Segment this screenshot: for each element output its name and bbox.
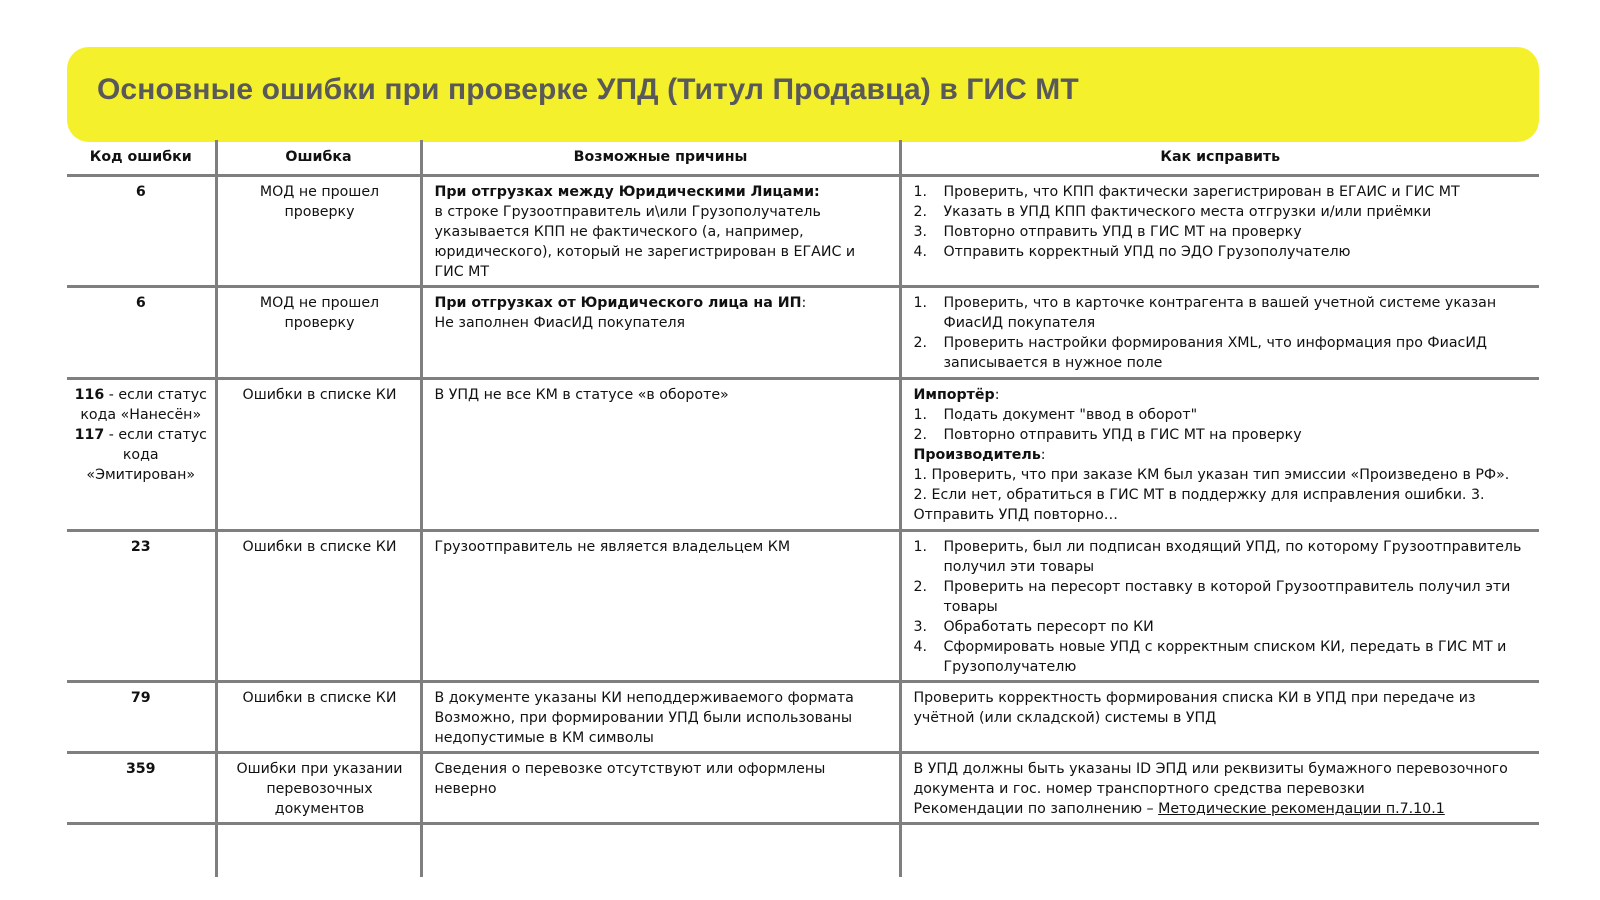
- error-code: 359: [67, 753, 216, 824]
- fix-steps: [900, 287, 1539, 379]
- list-item: 1. Подать документ "ввод в оборот": [913, 407, 1198, 423]
- list-item: 3. Повторно отправить УПД в ГИС МТ на проверку: [913, 224, 1302, 240]
- cause-heading: При отгрузках между Юридическими Лицами:: [434, 184, 820, 200]
- error-name: МОД не прошел проверку: [216, 287, 421, 379]
- method-recommendations-link[interactable]: Методические рекомендации п.7.10.1: [1158, 801, 1445, 817]
- header-fix: Как исправить: [900, 140, 1539, 176]
- fix-steps: [900, 176, 1539, 287]
- table-row: [67, 682, 1539, 753]
- list-item: 1. Проверить, был ли подписан входящий УПД, по которому Грузоотправитель получил эти товары: [913, 539, 1522, 575]
- error-code: 6: [67, 287, 216, 379]
- table-row: [67, 531, 1539, 682]
- cause-heading: При отгрузках от Юридического лица на ИП: [434, 295, 802, 311]
- list-item: 3. Обработать пересорт по КИ: [913, 619, 1154, 635]
- error-name: МОД не прошел проверку: [216, 176, 421, 287]
- error-code: 116 - если статус кода «Нанесён» 117 - если статус кода «Эмитирован»: [67, 379, 216, 531]
- error-causes: [421, 176, 900, 287]
- error-code: 79: [67, 682, 216, 753]
- header-error: Ошибка: [216, 140, 421, 176]
- empty-row: [67, 824, 1539, 878]
- table-row: [67, 753, 1539, 824]
- error-name: Ошибки в списке КИ: [216, 682, 421, 753]
- fix-text: В УПД должны быть указаны ID ЭПД или реквизиты бумажного перевозочного документа и гос. номер транспортного средства перевозки Рекомендации по заполнению – Методические рекомендации п.7.10.1: [900, 753, 1539, 824]
- error-causes: Сведения о перевозке отсутствуют или оформлены неверно: [421, 753, 900, 824]
- title-banner: [67, 47, 1539, 142]
- error-code: 6: [67, 176, 216, 287]
- table-row: [67, 379, 1539, 531]
- error-code: 23: [67, 531, 216, 682]
- header-code: Код ошибки: [67, 140, 216, 176]
- table-row: [67, 287, 1539, 379]
- error-name: Ошибки в списке КИ: [216, 531, 421, 682]
- fix-steps: Импортёр: 1. Подать документ "ввод в оборот" 2. Повторно отправить УПД в ГИС МТ на проверку Производитель: 1. Проверить, что при заказе КМ был указан тип эмиссии «Произведено в РФ». 2. Если нет, обратиться в ГИС МТ в поддержку для исправления ошибки. 3. Отправить УПД повторно…: [900, 379, 1539, 531]
- list-item: 2. Проверить на пересорт поставку в которой Грузоотправитель получил эти товары: [913, 579, 1511, 615]
- list-item: 1. Проверить, что КПП фактически зарегистрирован в ЕГАИС и ГИС МТ: [913, 184, 1460, 200]
- error-causes: При отгрузках от Юридического лица на ИП: Не заполнен ФиасИД покупателя: [421, 287, 900, 379]
- header-causes: Возможные причины: [421, 140, 900, 176]
- error-causes: В УПД не все КМ в статусе «в обороте»: [421, 379, 900, 531]
- table-row: [67, 176, 1539, 287]
- fix-text: Проверить корректность формирования списка КИ в УПД при передаче из учётной (или складской) системы в УПД: [900, 682, 1539, 753]
- error-name: Ошибки в списке КИ: [216, 379, 421, 531]
- error-causes: Грузоотправитель не является владельцем КМ: [421, 531, 900, 682]
- list-item: 4. Сформировать новые УПД с корректным списком КИ, передать в ГИС МТ и Грузополучателю: [913, 639, 1507, 675]
- cause-text: Не заполнен ФиасИД покупателя: [434, 315, 686, 331]
- producer-step: 1. Проверить, что при заказе КМ был указан тип эмиссии «Произведено в РФ».: [913, 467, 1510, 483]
- list-item: 2. Повторно отправить УПД в ГИС МТ на проверку: [913, 427, 1302, 443]
- list-item: 2. Проверить настройки формирования XML, что информация про ФиасИД записывается в нужное поле: [913, 335, 1488, 371]
- errors-table: [67, 140, 1539, 877]
- page-title: Основные ошибки при проверке УПД (Титул Продавца) в ГИС МТ: [97, 73, 1079, 106]
- table-header-row: [67, 140, 1539, 176]
- list-item: 1. Проверить, что в карточке контрагента в вашей учетной системе указан ФиасИД покупателя: [913, 295, 1497, 331]
- list-item: 2. Указать в УПД КПП фактического места отгрузки и/или приёмки: [913, 204, 1432, 220]
- producer-step: 2. Если нет, обратиться в ГИС МТ в поддержку для исправления ошибки. 3. Отправить УПД повторно…: [913, 487, 1485, 523]
- errors-table-container: [67, 140, 1539, 900]
- cause-text: в строке Грузоотправитель и\или Грузополучатель указывается КПП не фактического (а, например, юридического), который не зарегистрирован в ЕГАИС и ГИС МТ: [434, 204, 856, 280]
- list-item: 4. Отправить корректный УПД по ЭДО Грузополучателю: [913, 244, 1351, 260]
- producer-label: Производитель: [913, 447, 1041, 463]
- error-causes: В документе указаны КИ неподдерживаемого формата Возможно, при формировании УПД были использованы недопустимые в КМ символы: [421, 682, 900, 753]
- fix-steps: [900, 531, 1539, 682]
- error-name: Ошибки при указании перевозочных документов: [216, 753, 421, 824]
- importer-label: Импортёр: [913, 387, 995, 403]
